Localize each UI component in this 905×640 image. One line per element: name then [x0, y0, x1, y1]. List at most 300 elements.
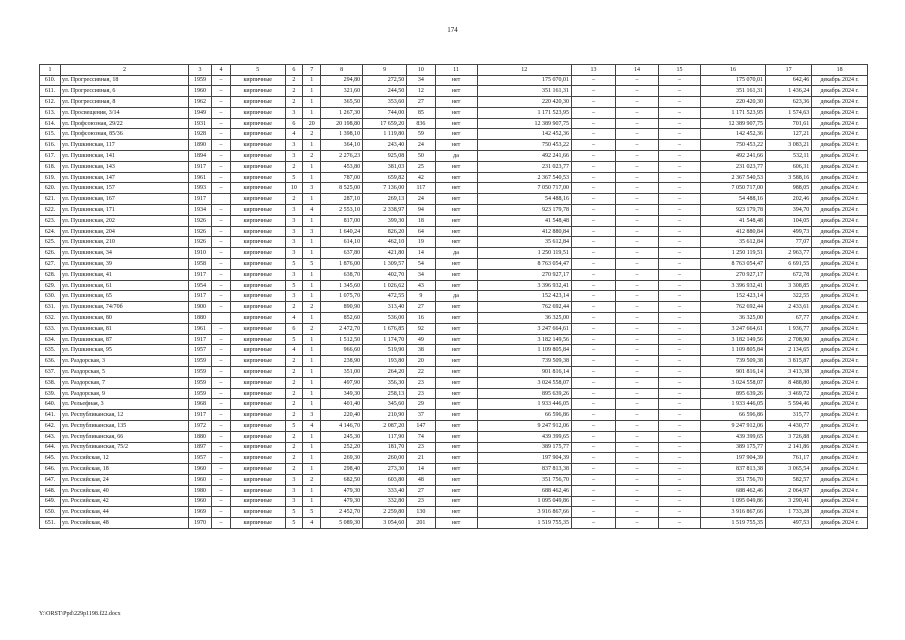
table-cell: 659,82 — [363, 172, 407, 183]
table-cell: 638. — [40, 377, 61, 388]
table-cell: 315,77 — [766, 410, 812, 421]
table-cell: 2 — [303, 151, 321, 162]
table-cell: ул. Пушкинская, 34 — [60, 248, 188, 259]
table-cell: 272,50 — [363, 75, 407, 86]
table-cell: – — [659, 291, 701, 302]
table-cell: нет — [435, 183, 477, 194]
table-cell: 3 083,21 — [766, 140, 812, 151]
table-cell: 636. — [40, 356, 61, 367]
table-cell: 29 — [407, 399, 435, 410]
table-row — [40, 496, 868, 507]
table-cell: декабрь 2024 г. — [812, 172, 868, 183]
table-cell: – — [616, 107, 659, 118]
table-cell: – — [616, 291, 659, 302]
table-cell: ул. Республиканская, 75/2 — [60, 442, 188, 453]
table-cell: 36 325,00 — [700, 313, 765, 324]
table-cell: – — [571, 485, 615, 496]
table-cell: 621. — [40, 194, 61, 205]
table-cell: ул. Прогрессивная, 18 — [60, 75, 188, 86]
table-cell: – — [616, 313, 659, 324]
table-cell: – — [616, 118, 659, 129]
table-cell: 2 141,86 — [766, 442, 812, 453]
table-cell: – — [659, 345, 701, 356]
table-cell: 66 596,86 — [700, 410, 765, 421]
table-cell: 1 109 805,84 — [700, 345, 765, 356]
table-cell: кирпичные — [230, 226, 285, 237]
table-cell: нет — [435, 367, 477, 378]
table-cell: 672,78 — [766, 269, 812, 280]
table-cell: 9 247 912,06 — [477, 421, 571, 432]
table-cell: 8 763 054,47 — [477, 259, 571, 270]
table-cell: 1 — [303, 140, 321, 151]
table-cell: – — [616, 280, 659, 291]
table-row — [40, 453, 868, 464]
table-cell: – — [571, 496, 615, 507]
table-cell: 202,46 — [766, 194, 812, 205]
table-cell: 492 241,66 — [477, 151, 571, 162]
table-cell: 582,57 — [766, 474, 812, 485]
table-cell: – — [212, 334, 231, 345]
table-cell: – — [616, 356, 659, 367]
table-cell: 2 — [285, 86, 303, 97]
table-cell: 4 — [303, 205, 321, 216]
table-cell: 4 — [303, 421, 321, 432]
table-cell: 294,80 — [321, 75, 363, 86]
table-cell: 895 639,26 — [477, 388, 571, 399]
table-cell: – — [571, 194, 615, 205]
table-cell: 618. — [40, 161, 61, 172]
table-cell: 647. — [40, 474, 61, 485]
table-cell: нет — [435, 453, 477, 464]
table-cell: 364,10 — [321, 140, 363, 151]
table-cell: – — [659, 453, 701, 464]
table-cell: нет — [435, 237, 477, 248]
table-cell: ул. Республиканская, 66 — [60, 431, 188, 442]
table-cell: кирпичные — [230, 75, 285, 86]
table-cell: 3 247 664,61 — [477, 323, 571, 334]
table-cell: – — [212, 205, 231, 216]
column-number-cell: 9 — [363, 65, 407, 76]
table-cell: – — [571, 237, 615, 248]
table-cell: – — [212, 431, 231, 442]
table-row — [40, 442, 868, 453]
table-cell: – — [659, 496, 701, 507]
table-cell: 1 676,85 — [363, 323, 407, 334]
table-cell: – — [616, 399, 659, 410]
table-cell: 3 413,38 — [766, 367, 812, 378]
table-cell: – — [659, 334, 701, 345]
table-cell: – — [571, 464, 615, 475]
table-row — [40, 421, 868, 432]
table-cell: 1 171 523,95 — [700, 107, 765, 118]
table-cell: декабрь 2024 г. — [812, 86, 868, 97]
table-cell: 1894 — [189, 151, 212, 162]
table-cell: 1970 — [189, 518, 212, 529]
table-cell: 3 — [285, 226, 303, 237]
table-row — [40, 410, 868, 421]
table-cell: 14 — [407, 464, 435, 475]
table-cell: 2 — [303, 129, 321, 140]
table-cell: 2 259,80 — [363, 507, 407, 518]
table-cell: 890,90 — [321, 302, 363, 313]
table-cell: ул. Российская, 12 — [60, 453, 188, 464]
table-cell: – — [571, 129, 615, 140]
table-cell: – — [616, 388, 659, 399]
table-cell: – — [659, 474, 701, 485]
table-cell: 612. — [40, 97, 61, 108]
table-cell: 1890 — [189, 140, 212, 151]
table-cell: 1 — [303, 291, 321, 302]
table-cell: 762 692,44 — [477, 302, 571, 313]
table-cell: 142 452,36 — [700, 129, 765, 140]
table-cell: – — [616, 421, 659, 432]
table-cell: декабрь 2024 г. — [812, 129, 868, 140]
table-cell: кирпичные — [230, 172, 285, 183]
table-cell: 43 — [407, 280, 435, 291]
table-cell — [212, 194, 231, 205]
table-cell: – — [571, 518, 615, 529]
table-cell: – — [616, 140, 659, 151]
table-cell: – — [616, 86, 659, 97]
table-cell: 412 880,84 — [700, 226, 765, 237]
table-cell: 642. — [40, 421, 61, 432]
table-cell: – — [616, 205, 659, 216]
table-row — [40, 431, 868, 442]
table-cell: нет — [435, 377, 477, 388]
table-cell: нет — [435, 280, 477, 291]
table-cell: 923 179,78 — [700, 205, 765, 216]
table-cell: – — [616, 215, 659, 226]
table-cell: 632. — [40, 313, 61, 324]
table-cell: 351,00 — [321, 367, 363, 378]
table-cell: 439 399,65 — [700, 431, 765, 442]
table-cell: ул. Пушкинская, 210 — [60, 237, 188, 248]
table-cell: 1 — [303, 97, 321, 108]
table-row — [40, 151, 868, 162]
table-cell: декабрь 2024 г. — [812, 377, 868, 388]
table-cell: – — [212, 464, 231, 475]
table-cell: 3 290,41 — [766, 496, 812, 507]
table-cell: ул. Профсоюзная, 29/22 — [60, 118, 188, 129]
table-cell: 1926 — [189, 226, 212, 237]
table-row — [40, 464, 868, 475]
table-cell: – — [212, 107, 231, 118]
table-row — [40, 356, 868, 367]
table-cell: декабрь 2024 г. — [812, 410, 868, 421]
column-number-cell: 14 — [616, 65, 659, 76]
table-cell: – — [212, 356, 231, 367]
table-cell: 1917 — [189, 161, 212, 172]
table-cell: 1969 — [189, 507, 212, 518]
table-cell: – — [659, 388, 701, 399]
table-cell: ул. Пушкинская, 95 — [60, 345, 188, 356]
table-cell: 152 423,14 — [700, 291, 765, 302]
table-cell: 1959 — [189, 377, 212, 388]
table-cell: 1959 — [189, 367, 212, 378]
table-cell: 744,00 — [363, 107, 407, 118]
table-cell: 2 — [285, 431, 303, 442]
table-cell: 1 — [303, 485, 321, 496]
table-cell: 641. — [40, 410, 61, 421]
table-cell: 3 — [303, 183, 321, 194]
table-cell: декабрь 2024 г. — [812, 226, 868, 237]
table-row — [40, 205, 868, 216]
column-number-cell: 7 — [303, 65, 321, 76]
table-cell: декабрь 2024 г. — [812, 194, 868, 205]
table-cell: 2 134,65 — [766, 345, 812, 356]
table-cell: декабрь 2024 г. — [812, 107, 868, 118]
table-row — [40, 518, 868, 529]
table-cell: 401,40 — [321, 399, 363, 410]
table-cell: 1 075,70 — [321, 291, 363, 302]
table-cell: – — [571, 399, 615, 410]
table-cell: ул. Раздорская, 7 — [60, 377, 188, 388]
table-cell: – — [659, 269, 701, 280]
table-cell: 8 525,00 — [321, 183, 363, 194]
table-cell: нет — [435, 399, 477, 410]
table-cell: 2 — [285, 97, 303, 108]
table-cell: 2 — [285, 410, 303, 421]
table-cell: 3 — [285, 291, 303, 302]
table-cell: 4 — [303, 518, 321, 529]
table-cell: 3 916 867,66 — [700, 507, 765, 518]
table-cell: – — [571, 259, 615, 270]
table-cell: 220,40 — [321, 410, 363, 421]
table-row — [40, 334, 868, 345]
table-cell: 142 452,36 — [477, 129, 571, 140]
table-cell: 7 050 717,00 — [700, 183, 765, 194]
table-cell: 6 — [285, 323, 303, 334]
table-cell: ул. Республиканская, 135 — [60, 421, 188, 432]
table-cell: 66 596,86 — [477, 410, 571, 421]
table-cell: 2 — [285, 75, 303, 86]
table-cell: 1 — [303, 377, 321, 388]
table-cell: – — [571, 334, 615, 345]
table-cell: 270 927,17 — [477, 269, 571, 280]
table-cell: – — [212, 453, 231, 464]
table-cell: декабрь 2024 г. — [812, 161, 868, 172]
table-cell: 611. — [40, 86, 61, 97]
table-cell: – — [212, 410, 231, 421]
table-cell: – — [212, 442, 231, 453]
table-cell: кирпичные — [230, 442, 285, 453]
table-cell: 38 — [407, 345, 435, 356]
table-row — [40, 313, 868, 324]
table-cell: 1 — [303, 388, 321, 399]
table-cell: 2 452,70 — [321, 507, 363, 518]
table-cell: декабрь 2024 г. — [812, 237, 868, 248]
table-cell: – — [659, 237, 701, 248]
table-cell: 1960 — [189, 464, 212, 475]
table-cell: ул. Российская, 24 — [60, 474, 188, 485]
table-cell: 273,30 — [363, 464, 407, 475]
table-cell: 238,90 — [321, 356, 363, 367]
table-row — [40, 75, 868, 86]
table-cell: 1 095 049,86 — [700, 496, 765, 507]
table-cell: – — [571, 269, 615, 280]
table-cell: 389 175,77 — [477, 442, 571, 453]
table-cell: 1 — [303, 161, 321, 172]
table-cell: кирпичные — [230, 129, 285, 140]
table-cell: 3 — [285, 474, 303, 485]
table-cell: 2 338,97 — [363, 205, 407, 216]
table-row — [40, 507, 868, 518]
table-cell: ул. Рельефная, 3 — [60, 399, 188, 410]
column-number-cell: 1 — [40, 65, 61, 76]
table-cell: 12 — [407, 86, 435, 97]
table-cell: 1960 — [189, 474, 212, 485]
table-cell: 453,80 — [321, 161, 363, 172]
table-cell: 472,55 — [363, 291, 407, 302]
table-cell: 7 050 717,00 — [477, 183, 571, 194]
table-cell: ул. Прогрессивная, 6 — [60, 86, 188, 97]
table-cell: декабрь 2024 г. — [812, 291, 868, 302]
table-cell: нет — [435, 118, 477, 129]
table-cell: – — [616, 259, 659, 270]
document-file-path: Y:\ORST\Ppd\229p1198.f22.docx — [39, 611, 121, 617]
table-row — [40, 269, 868, 280]
table-cell: 1 119,80 — [363, 129, 407, 140]
table-cell: 1 936,77 — [766, 323, 812, 334]
table-cell: – — [616, 507, 659, 518]
table-cell: 175 070,01 — [700, 75, 765, 86]
column-number-row — [40, 65, 868, 76]
table-cell: 633. — [40, 323, 61, 334]
table-cell: 648. — [40, 485, 61, 496]
table-cell: декабрь 2024 г. — [812, 474, 868, 485]
table-cell: 1959 — [189, 75, 212, 86]
table-cell: 1962 — [189, 97, 212, 108]
column-number-cell: 18 — [812, 65, 868, 76]
table-cell: ул. Пушкинская, 141 — [60, 151, 188, 162]
table-cell: 8 763 054,47 — [700, 259, 765, 270]
table-cell: 852,60 — [321, 313, 363, 324]
table-cell: – — [616, 345, 659, 356]
table-cell: – — [616, 269, 659, 280]
table-cell: декабрь 2024 г. — [812, 464, 868, 475]
table-cell: 36 325,00 — [477, 313, 571, 324]
table-cell: – — [616, 410, 659, 421]
table-cell: 2 472,70 — [321, 323, 363, 334]
table-cell: 1 — [303, 496, 321, 507]
table-cell: ул. Пушкинская, 87 — [60, 334, 188, 345]
table-cell: – — [659, 507, 701, 518]
table-cell: декабрь 2024 г. — [812, 356, 868, 367]
table-cell: 3 396 932,41 — [477, 280, 571, 291]
table-cell: 27 — [407, 302, 435, 313]
table-cell: 966,60 — [321, 345, 363, 356]
table-cell: 54 488,16 — [477, 194, 571, 205]
table-cell: 1931 — [189, 118, 212, 129]
table-cell: декабрь 2024 г. — [812, 485, 868, 496]
table-cell: 9 — [407, 291, 435, 302]
table-row — [40, 194, 868, 205]
table-cell: декабрь 2024 г. — [812, 399, 868, 410]
table-cell: – — [212, 345, 231, 356]
table-cell: кирпичные — [230, 474, 285, 485]
table-cell: – — [659, 194, 701, 205]
table-cell: 2 — [285, 442, 303, 453]
table-cell: 688 462,46 — [700, 485, 765, 496]
table-cell: 635. — [40, 345, 61, 356]
table-cell: 1 — [303, 248, 321, 259]
table-cell: 14 — [407, 248, 435, 259]
table-cell: 41 548,48 — [700, 215, 765, 226]
table-row — [40, 140, 868, 151]
table-cell: 49 — [407, 334, 435, 345]
table-cell: 3 815,87 — [766, 356, 812, 367]
table-cell: – — [659, 140, 701, 151]
table-cell: 269,30 — [321, 453, 363, 464]
table-cell: – — [571, 183, 615, 194]
table-row — [40, 237, 868, 248]
column-number-cell: 11 — [435, 65, 477, 76]
table-cell: 1 — [303, 453, 321, 464]
table-cell: 5 594,46 — [766, 399, 812, 410]
table-cell: ул. Пушкинская, 41 — [60, 269, 188, 280]
table-cell: 37 — [407, 410, 435, 421]
table-cell: – — [616, 237, 659, 248]
table-cell: декабрь 2024 г. — [812, 151, 868, 162]
table-cell: 619. — [40, 172, 61, 183]
table-cell: 3 — [285, 205, 303, 216]
table-cell: – — [616, 183, 659, 194]
table-cell: 1 933 446,05 — [700, 399, 765, 410]
table-cell: 1 — [303, 215, 321, 226]
table-cell: 1957 — [189, 453, 212, 464]
table-cell: 1 512,50 — [321, 334, 363, 345]
table-cell: 1 — [303, 367, 321, 378]
table-cell: 117,90 — [363, 431, 407, 442]
table-cell: 67,77 — [766, 313, 812, 324]
table-cell: 34 — [407, 75, 435, 86]
table-cell: 1 026,62 — [363, 280, 407, 291]
table-row — [40, 161, 868, 172]
table-cell: 24 — [407, 194, 435, 205]
table-cell: 2 087,20 — [363, 421, 407, 432]
table-cell: 1954 — [189, 280, 212, 291]
column-number-cell: 4 — [212, 65, 231, 76]
table-cell: нет — [435, 442, 477, 453]
table-cell: ул. Пушкинская, 117 — [60, 140, 188, 151]
table-cell: 646. — [40, 464, 61, 475]
table-cell: – — [571, 507, 615, 518]
table-cell: – — [659, 367, 701, 378]
table-cell: декабрь 2024 г. — [812, 367, 868, 378]
table-cell: кирпичные — [230, 237, 285, 248]
table-cell: 1 — [303, 442, 321, 453]
table-cell: 64 — [407, 226, 435, 237]
table-cell: 12 389 907,75 — [477, 118, 571, 129]
table-cell: 3 — [285, 237, 303, 248]
table-cell: 1949 — [189, 107, 212, 118]
table-cell: декабрь 2024 г. — [812, 313, 868, 324]
table-cell: – — [571, 140, 615, 151]
table-cell: 701,61 — [766, 118, 812, 129]
table-row — [40, 86, 868, 97]
table-cell: 614,10 — [321, 237, 363, 248]
table-cell: – — [212, 474, 231, 485]
table-cell: – — [571, 313, 615, 324]
table-cell: 197 904,39 — [700, 453, 765, 464]
table-cell — [212, 313, 231, 324]
table-cell: 77,07 — [766, 237, 812, 248]
table-cell: 298,40 — [321, 464, 363, 475]
column-number-cell: 16 — [700, 65, 765, 76]
table-cell: 152 423,14 — [477, 291, 571, 302]
table-cell: 1 — [303, 345, 321, 356]
table-cell: 988,05 — [766, 183, 812, 194]
